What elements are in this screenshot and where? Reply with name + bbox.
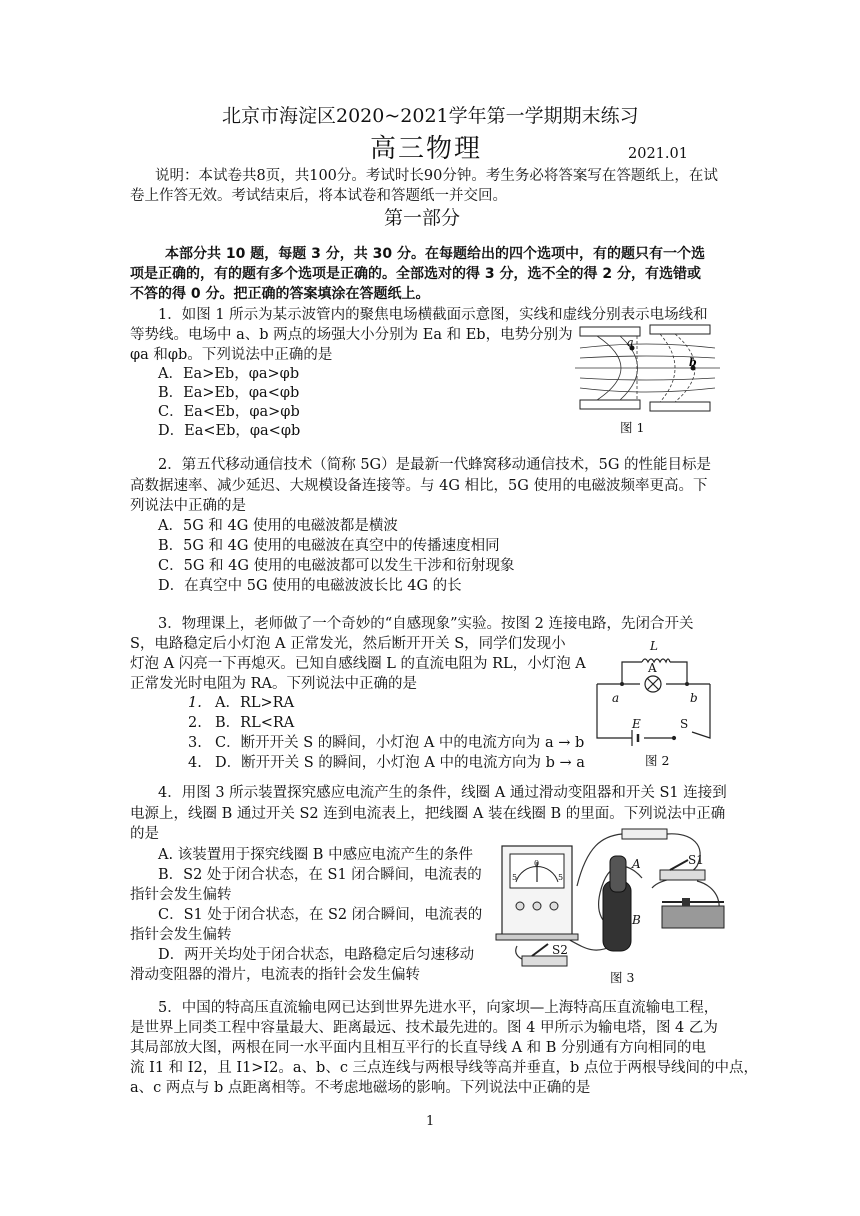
fig2-label-a: a [612, 691, 620, 705]
plate-bottom-right [650, 402, 710, 411]
fig3-meter-mid: 0 [534, 859, 540, 868]
q3-num-3: 3. [188, 735, 202, 751]
figure-3-apparatus [492, 826, 732, 974]
fig1-label-b: b [689, 356, 697, 369]
note-line-2: 卷上作答无效。考试结束后，将本试卷和答题纸一并交回。 [130, 188, 507, 204]
fig2-label-S: S [680, 717, 689, 731]
q2-option-b: B．5G 和 4G 使用的电磁波在真空中的传播速度相同 [158, 538, 500, 554]
fig3-label-S2: S2 [552, 943, 568, 957]
q3-line-1: 3．物理课上，老师做了一个奇妙的“自感现象”实验。按图 2 连接电路，先闭合开关 [158, 616, 694, 632]
q1-line-1: 1．如图 1 所示为某示波管内的聚焦电场横截面示意图，实线和虚线分别表示电场线和 [158, 307, 708, 323]
fig3-meter-right: 5 [558, 873, 564, 882]
q3-option-a: A．RL>RA [215, 695, 295, 711]
q2-option-c: C．5G 和 4G 使用的电磁波都可以发生干涉和衍射现象 [158, 558, 515, 574]
q2-option-a: A．5G 和 4G 使用的电磁波都是横波 [158, 518, 398, 534]
q5-line-4: 流 I1 和 I2，且 I1>I2。a、b、c 三点连线与两根导线等高并垂直，b 点位于两根导线间的中点， [130, 1060, 758, 1076]
fig2-label-A: A [648, 661, 657, 675]
q3-num-2: 2. [188, 715, 202, 731]
page-number: 1 [426, 1114, 435, 1129]
battery-box [622, 829, 667, 839]
plate-top-left [580, 327, 640, 336]
q1-option-c: C．Ea<Eb，φa>φb [158, 404, 300, 420]
q4-line-3: 的是 [130, 826, 159, 842]
coil-A [610, 856, 626, 892]
q3-option-d: D．断开开关 S 的瞬间，小灯泡 A 中的电流方向为 b → a [215, 755, 585, 771]
q1-option-d: D．Ea<Eb，φa<φb [158, 423, 301, 439]
fig2-label-L: L [650, 639, 658, 653]
fig2-label-E: E [632, 717, 641, 731]
switch-S1 [660, 870, 705, 880]
instruction-line-1: 本部分共 10 题，每题 3 分，共 30 分。在每题给出的四个选项中，有的题只有一个选 [165, 246, 705, 262]
fig2-label-b: b [690, 691, 698, 705]
plate-top-right [650, 325, 710, 334]
figure-1-focusing-field [575, 320, 725, 438]
q3-line-4: 正常发光时电阻为 RA。下列说法中正确的是 [130, 676, 417, 692]
q3-num-1: 1. [188, 695, 202, 711]
q3-line-2: S，电路稳定后小灯泡 A 正常发光，然后断开开关 S，同学们发现小 [130, 636, 566, 652]
q2-option-d: D．在真空中 5G 使用的电磁波波长比 4G 的长 [158, 578, 462, 594]
q2-line-1: 2．第五代移动通信技术（简称 5G）是最新一代蜂窝移动通信技术，5G 的性能目标是 [158, 457, 712, 473]
q3-line-3: 灯泡 A 闪亮一下再熄灭。已知自感线圈 L 的直流电阻为 RL，小灯泡 A [130, 656, 586, 672]
q3-option-b: B．RL<RA [215, 715, 295, 731]
q5-line-2: 是世界上同类工程中容量最大、距离最远、技术最先进的。图 4 甲所示为输电塔，图 4 乙为 [130, 1020, 718, 1036]
plate-bottom-left [580, 400, 640, 409]
q4-option-c: C．S1 处于闭合状态，在 S2 闭合瞬间，电流表的 [158, 907, 483, 923]
q5-line-3: 其局部放大图，两根在同一水平面内且相互平行的长直导线 A 和 B 分别通有方向相同的电 [130, 1040, 707, 1056]
note-line-1: 说明：本试卷共8页，共100分。考试时长90分钟。考生务必将答案写在答题纸上，在试 [155, 168, 718, 184]
q4-option-a: A. 该装置用于探究线圈 B 中感应电流产生的条件 [158, 847, 474, 863]
instruction-line-3: 不答的得 0 分。把正确的答案填涂在答题纸上。 [130, 286, 430, 302]
fig3-label-B: B [632, 913, 641, 927]
exam-title: 北京市海淀区2020~2021学年第一学期期末练习 [222, 105, 639, 127]
q1-line-2: 等势线。电场中 a、b 两点的场强大小分别为 Ea 和 Eb，电势分别为 [130, 327, 573, 343]
instruction-line-2: 项是正确的，有的题有多个选项是正确的。全部选对的得 3 分，选不全的得 2 分，有选错或 [130, 266, 701, 282]
q2-line-2: 高数据速率、减少延迟、大规模设备连接等。与 4G 相比，5G 使用的电磁波频率更高。下 [130, 478, 708, 494]
subject-title: 高三物理 [370, 134, 483, 164]
q4-option-d: D．两开关均处于闭合状态，电路稳定后匀速移动 [158, 947, 475, 963]
figure-1-caption: 图 1 [620, 420, 645, 435]
q4-option-b: B．S2 处于闭合状态，在 S1 闭合瞬间，电流表的 [158, 867, 482, 883]
fig3-meter-left: 5 [512, 873, 518, 882]
part-heading: 第一部分 [384, 207, 461, 229]
q4-option-d-cont: 滑动变阻器的滑片，电流表的指针会发生偏转 [130, 967, 420, 983]
figure-2-caption: 图 2 [645, 753, 670, 768]
q1-option-b: B．Ea>Eb，φa<φb [158, 385, 300, 401]
q4-line-2: 电源上，线圈 B 通过开关 S2 连到电流表上，把线圈 A 装在线圈 B 的里面。下列说法中正确 [130, 806, 726, 822]
q5-line-1: 5．中国的特高压直流输电网已达到世界先进水平，向家坝—上海特高压直流输电工程， [158, 1000, 719, 1016]
figure-3-caption: 图 3 [610, 970, 635, 985]
q2-line-3: 列说法中正确的是 [130, 498, 246, 514]
q4-line-1: 4．用图 3 所示装置探究感应电流产生的条件，线圈 A 通过滑动变阻器和开关 S1 连接到 [158, 785, 727, 801]
fig1-label-a: a [627, 336, 634, 349]
q5-line-5: a、c 两点与 b 点距离相等。不考虑地磁场的影响。下列说法中正确的是 [130, 1080, 591, 1096]
q3-option-c: C．断开开关 S 的瞬间，小灯泡 A 中的电流方向为 a → b [215, 735, 585, 751]
exam-date: 2021.01 [628, 146, 688, 162]
q1-option-a: A．Ea>Eb，φa>φb [158, 366, 300, 382]
fig3-label-A: A [632, 857, 641, 871]
q4-option-c-cont: 指针会发生偏转 [130, 927, 232, 943]
q1-line-3: φa 和φb。下列说法中正确的是 [130, 347, 333, 363]
figure-2-circuit [592, 636, 717, 746]
fig3-label-S1: S1 [688, 853, 704, 867]
q3-num-4: 4. [188, 755, 202, 771]
q4-option-b-cont: 指针会发生偏转 [130, 887, 232, 903]
switch-S2 [522, 956, 567, 966]
rheostat [662, 906, 724, 928]
